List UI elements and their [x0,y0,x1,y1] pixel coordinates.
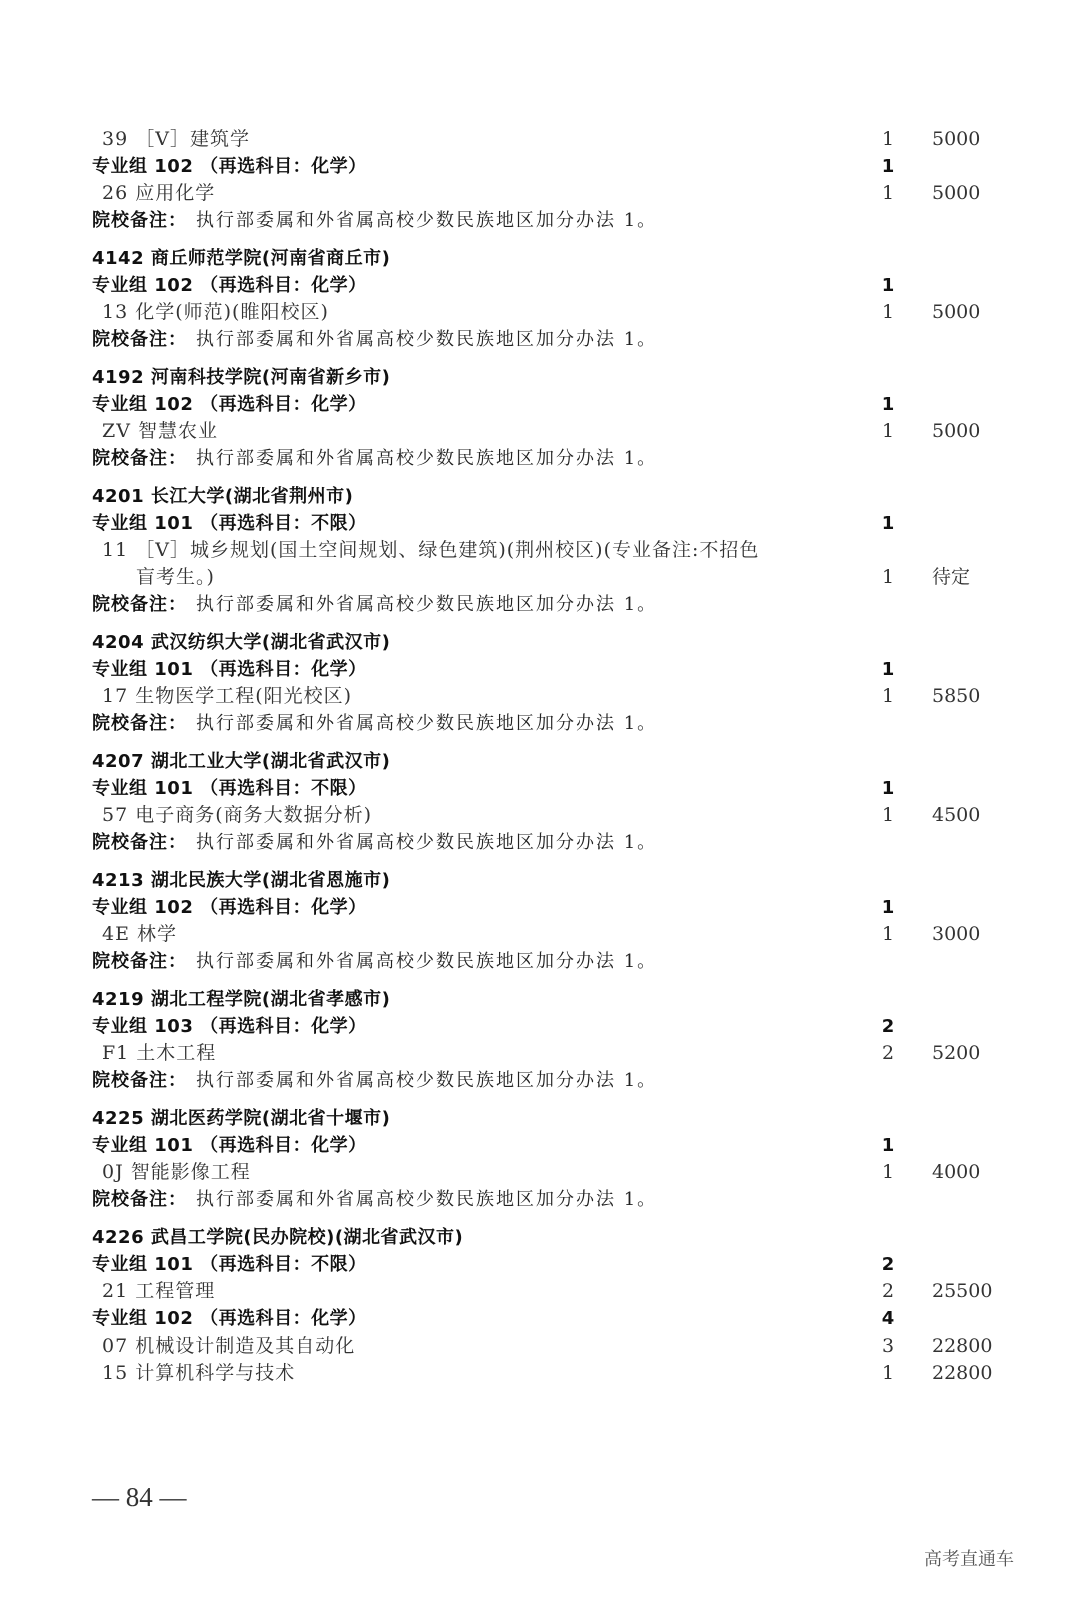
plan-count: 3 [881,1335,895,1357]
school-note-row [0,1186,1080,1213]
plan-count: 2 [881,1042,895,1064]
watermark: 高考直通车 [924,1549,1014,1570]
major-row [0,1159,1080,1186]
school-name: 4213 湖北民族大学(湖北省恩施市) [92,870,391,891]
school-header [0,748,1080,775]
tuition-fee: 5000 [932,182,981,204]
major-group-row [0,510,1080,537]
tuition-fee: 5000 [932,301,981,323]
note-text: 执行部委属和外省属高校少数民族地区加分办法 1。 [196,713,658,734]
school-header [0,867,1080,894]
school-name: 4192 河南科技学院(河南省新乡市) [92,367,391,388]
school-note-row [0,326,1080,353]
note-text: 执行部委属和外省属高校少数民族地区加分办法 1。 [196,329,658,350]
plan-count: 1 [881,685,895,707]
plan-count: 2 [881,1280,895,1302]
plan-count: 1 [881,566,895,588]
major-group-row [0,1305,1080,1332]
note-text: 执行部委属和外省属高校少数民族地区加分办法 1。 [196,594,658,615]
major-row [0,1360,1080,1387]
major-group-row [0,1013,1080,1040]
major-row [0,683,1080,710]
major-name: 15 计算机科学与技术 [102,1362,296,1384]
note-text: 执行部委属和外省属高校少数民族地区加分办法 1。 [196,832,658,853]
plan-count: 1 [881,301,895,323]
major-row [0,126,1080,153]
note-label: 院校备注： [92,1189,187,1210]
note-text: 执行部委属和外省属高校少数民族地区加分办法 1。 [196,951,658,972]
plan-count: 1 [881,1362,895,1384]
major-group-row [0,775,1080,802]
school-header [0,483,1080,510]
school-name: 4207 湖北工业大学(湖北省武汉市) [92,751,391,772]
school-note-row [0,445,1080,472]
school-note-row [0,829,1080,856]
major-name: 11 ［V］城乡规划(国土空间规划、绿色建筑)(荆州校区)(专业备注:不招色 [102,539,760,561]
group-name: 专业组 103 （再选科目：化学） [92,1016,367,1037]
note-text: 执行部委属和外省属高校少数民族地区加分办法 1。 [196,1070,658,1091]
major-group-row [0,656,1080,683]
school-name: 4204 武汉纺织大学(湖北省武汉市) [92,632,391,653]
major-name: 26 应用化学 [102,182,216,204]
plan-count: 2 [881,1254,895,1275]
major-name: 4E 林学 [102,923,177,945]
plan-count: 1 [881,513,895,534]
plan-count: 1 [881,394,895,415]
school-note-row [0,591,1080,618]
major-name: 57 电子商务(商务大数据分析) [102,804,373,826]
page-number: — 84 — [92,1482,187,1512]
school-name: 4219 湖北工程学院(湖北省孝感市) [92,989,391,1010]
major-name: ZV 智慧农业 [102,420,218,442]
note-label: 院校备注： [92,210,187,231]
major-name: 21 工程管理 [102,1280,216,1302]
major-row [0,180,1080,207]
note-label: 院校备注： [92,832,187,853]
school-header [0,245,1080,272]
major-name: 13 化学(师范)(睢阳校区) [102,301,329,323]
school-note-row [0,1067,1080,1094]
note-label: 院校备注： [92,329,187,350]
school-name: 4225 湖北医药学院(湖北省十堰市) [92,1108,391,1129]
major-group-row [0,391,1080,418]
major-group-row [0,272,1080,299]
school-name: 4142 商丘师范学院(河南省商丘市) [92,248,391,269]
note-label: 院校备注： [92,951,187,972]
plan-count: 2 [881,1016,895,1037]
tuition-fee: 25500 [932,1280,993,1302]
major-name: F1 土木工程 [102,1042,217,1064]
major-row [0,1040,1080,1067]
plan-count: 1 [881,923,895,945]
tuition-fee: 待定 [932,566,971,588]
major-group-row [0,1251,1080,1278]
note-label: 院校备注： [92,713,187,734]
plan-count: 1 [881,182,895,204]
tuition-fee: 5000 [932,420,981,442]
major-row [0,1333,1080,1360]
note-label: 院校备注： [92,448,187,469]
tuition-fee: 5850 [932,685,981,707]
school-header [0,629,1080,656]
tuition-fee: 5200 [932,1042,981,1064]
major-name: 39 ［V］建筑学 [102,128,250,150]
tuition-fee: 4500 [932,804,981,826]
note-label: 院校备注： [92,594,187,615]
note-text: 执行部委属和外省属高校少数民族地区加分办法 1。 [196,210,658,231]
plan-count: 1 [881,275,895,296]
major-row [0,802,1080,829]
group-name: 专业组 101 （再选科目：化学） [92,1135,367,1156]
school-header [0,1224,1080,1251]
school-name: 4201 长江大学(湖北省荆州市) [92,486,354,507]
plan-count: 1 [881,128,895,150]
major-name: 17 生物医学工程(阳光校区) [102,685,353,707]
group-name: 专业组 101 （再选科目：化学） [92,659,367,680]
group-name: 专业组 102 （再选科目：化学） [92,897,367,918]
major-name: 07 机械设计制造及其自动化 [102,1335,356,1357]
school-header [0,986,1080,1013]
group-name: 专业组 102 （再选科目：化学） [92,156,367,177]
plan-count: 1 [881,1135,895,1156]
group-name: 专业组 102 （再选科目：化学） [92,1308,367,1329]
major-row [0,1278,1080,1305]
major-row [0,299,1080,326]
major-row [0,537,1080,564]
plan-count: 1 [881,659,895,680]
school-note-row [0,710,1080,737]
major-row [0,418,1080,445]
school-header [0,1105,1080,1132]
school-note-row [0,948,1080,975]
tuition-fee: 4000 [932,1161,981,1183]
note-label: 院校备注： [92,1070,187,1091]
major-row [0,921,1080,948]
major-name-continued: 盲考生。) [136,566,215,588]
major-name: 0J 智能影像工程 [102,1161,251,1183]
major-group-row [0,1132,1080,1159]
school-header [0,364,1080,391]
tuition-fee: 22800 [932,1335,993,1357]
note-text: 执行部委属和外省属高校少数民族地区加分办法 1。 [196,448,658,469]
school-name: 4226 武昌工学院(民办院校)(湖北省武汉市) [92,1227,464,1248]
group-name: 专业组 101 （再选科目：不限） [92,513,367,534]
group-name: 专业组 101 （再选科目：不限） [92,1254,367,1275]
plan-count: 1 [881,420,895,442]
major-row-continuation [0,564,1080,591]
plan-count: 4 [881,1308,895,1329]
note-text: 执行部委属和外省属高校少数民族地区加分办法 1。 [196,1189,658,1210]
school-note-row [0,207,1080,234]
plan-count: 1 [881,156,895,177]
major-group-row [0,153,1080,180]
plan-count: 1 [881,778,895,799]
plan-count: 1 [881,897,895,918]
tuition-fee: 22800 [932,1362,993,1384]
plan-count: 1 [881,1161,895,1183]
group-name: 专业组 102 （再选科目：化学） [92,394,367,415]
group-name: 专业组 101 （再选科目：不限） [92,778,367,799]
major-group-row [0,894,1080,921]
plan-count: 1 [881,804,895,826]
group-name: 专业组 102 （再选科目：化学） [92,275,367,296]
tuition-fee: 3000 [932,923,981,945]
tuition-fee: 5000 [932,128,981,150]
